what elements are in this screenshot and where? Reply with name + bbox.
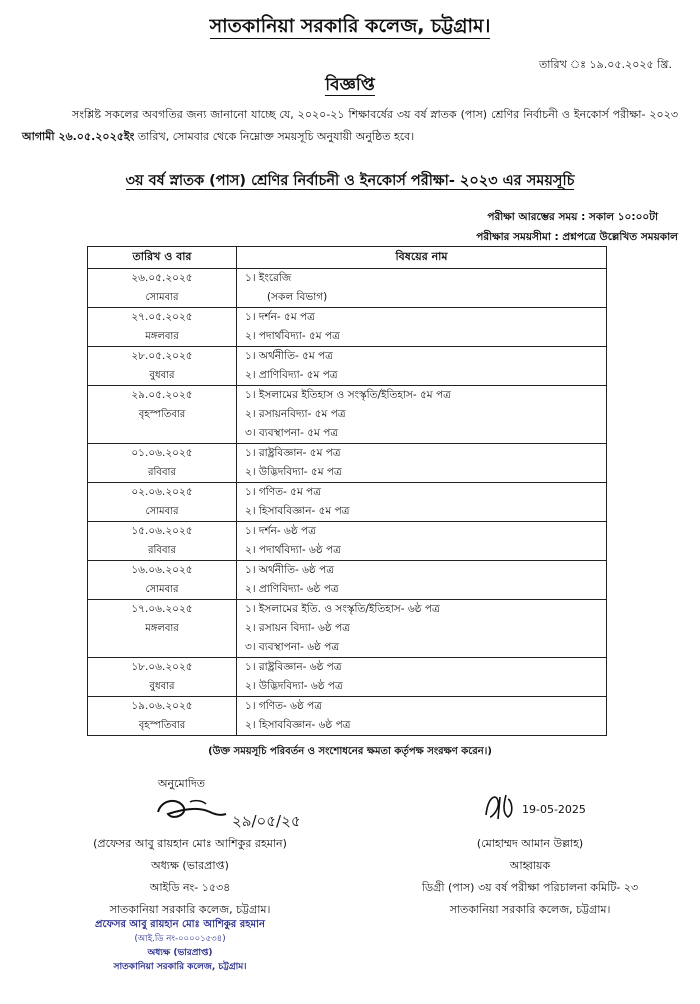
exam-subject: ২। রসায়ন বিদ্যা- ৬ষ্ঠ পত্র — [245, 622, 350, 634]
exam-subject: ১। ইসলামের ইতি. ও সংস্কৃতি/ইতিহাস- ৬ষ্ঠ পত্র — [245, 603, 440, 615]
subject-column-header: বিষয়ের নাম — [237, 247, 607, 269]
exam-subject: ১। অর্থনীতি- ৫ম পত্র — [245, 350, 333, 362]
exam-subject: ৩। ব্যবস্থাপনা- ৫ম পত্র — [245, 427, 339, 439]
exam-date: ২৮.০৫.২০২৫ — [131, 350, 193, 362]
exam-subject: ২। রসায়নবিদ্যা- ৫ম পত্র — [245, 408, 346, 420]
convener-signature — [478, 787, 648, 827]
schedule-row — [88, 522, 607, 561]
exam-subject: ২। পদার্থবিদ্যা- ৫ম পত্র — [245, 330, 340, 342]
schedule-subject-cell — [237, 386, 607, 444]
exam-subject: (সকল বিভাগ) — [267, 291, 328, 303]
exam-day: মঙ্গলবার — [145, 331, 179, 342]
exam-date: ১৭.০৬.২০২৫ — [131, 603, 193, 615]
convener-committee: ডিগ্রী (পাস) ৩য় বর্ষ পরীক্ষা পরিচালনা কমিটি- ২৩ — [421, 881, 639, 894]
exam-day: বৃহস্পতিবার — [138, 720, 186, 731]
schedule-subject-cell — [237, 483, 607, 522]
schedule-row — [88, 347, 607, 386]
exam-day: সোমবার — [145, 292, 179, 303]
exam-date: ০১.০৬.২০২৫ — [131, 447, 193, 459]
schedule-subject-cell — [237, 561, 607, 600]
schedule-date-cell — [88, 269, 237, 308]
principal-institution: সাতকানিয়া সরকারি কলেজ, চট্টগ্রাম। — [109, 903, 271, 916]
approved-label: অনুমোদিত — [158, 777, 205, 790]
exam-day: রবিবার — [148, 545, 176, 556]
exam-date: ১৬.০৬.২০২৫ — [131, 564, 193, 576]
convener-block — [380, 833, 680, 921]
notice-date: তারিখ ঃ ১৯.০৫.২০২৫ খ্রি. — [538, 58, 672, 71]
schedule-row — [88, 561, 607, 600]
schedule-subject-cell — [237, 444, 607, 483]
college-title: সাতকানিয়া সরকারি কলেজ, চট্টগ্রাম। — [209, 15, 491, 37]
exam-date: ২৬.০৫.২০২৫ — [131, 272, 193, 284]
date-column-header: তারিখ ও বার — [88, 247, 237, 269]
schedule-date-cell — [88, 347, 237, 386]
exam-day: মঙ্গলবার — [145, 623, 179, 634]
exam-start-time: পরীক্ষা আরম্ভের সময় : সকাল ১০:০০টা — [487, 211, 658, 223]
principal-id: আইডি নং- ১৫৩৪ — [149, 881, 231, 894]
schedule-date-cell — [88, 600, 237, 658]
exam-subject: ১। গণিত- ৬ষ্ঠ পত্র — [245, 700, 322, 712]
exam-date: ২৯.০৫.২০২৫ — [131, 389, 193, 401]
exam-day: বুধবার — [149, 681, 175, 692]
schedule-subject-cell — [237, 522, 607, 561]
schedule-row — [88, 308, 607, 347]
schedule-date-cell — [88, 386, 237, 444]
stamp-id: (আই.ডি নং-০০০০১৫৩৪) — [134, 934, 226, 944]
principal-title: অধ্যক্ষ (ভারপ্রাপ্ত) — [151, 859, 229, 872]
exam-subject: ২। উদ্ভিদবিদ্যা- ৬ষ্ঠ পত্র — [245, 680, 343, 692]
exam-date: ০২.০৬.২০২৫ — [131, 486, 193, 498]
exam-subject: ২। প্রাণিবিদ্যা- ৬ষ্ঠ পত্র — [245, 583, 339, 595]
schedule-subject-cell — [237, 600, 607, 658]
exam-day: রবিবার — [148, 467, 176, 478]
schedule-row — [88, 658, 607, 697]
convener-name: (মোহাম্মদ আমান উল্লাহ) — [476, 837, 584, 850]
principal-signature-date: ২৯/০৫/২৫ — [232, 812, 301, 830]
schedule-subject-cell — [237, 269, 607, 308]
exam-subject: ২। প্রাণিবিদ্যা- ৫ম পত্র — [245, 369, 338, 381]
schedule-date-cell — [88, 483, 237, 522]
stamp-name: প্রফেসর আবু রায়হান মোঃ আশিকুর রহমান — [95, 919, 265, 930]
exam-day: বুধবার — [149, 370, 175, 381]
schedule-row — [88, 697, 607, 736]
exam-date: ১৯.০৬.২০২৫ — [131, 700, 193, 712]
schedule-footnote: (উক্ত সময়সূচি পরিবর্তন ও সংশোধনের ক্ষমতা কর্তৃপক্ষ সংরক্ষণ করেন।) — [208, 746, 492, 757]
exam-duration: পরীক্ষার সময়সীমা : প্রশ্নপত্রে উল্লেখিত সময়কাল — [476, 231, 678, 243]
principal-name: (প্রফেসর আবু রায়হান মোঃ আশিকুর রহমান) — [93, 837, 287, 850]
stamp-institution: সাতকানিয়া সরকারি কলেজ, চট্টগ্রাম। — [113, 962, 247, 972]
exam-day: বৃহস্পতিবার — [138, 409, 186, 420]
official-stamp — [80, 918, 280, 974]
schedule-row — [88, 600, 607, 658]
principal-block — [40, 833, 340, 921]
stamp-title: অধ্যক্ষ (ভারপ্রাপ্ত) — [147, 948, 213, 958]
exam-subject: ১। ইসলামের ইতিহাস ও সংস্কৃতি/ইতিহাস- ৫ম পত্র — [245, 389, 451, 401]
exam-day: সোমবার — [145, 584, 179, 595]
convener-title: আহ্বায়ক — [509, 859, 551, 872]
schedule-date-cell — [88, 308, 237, 347]
exam-subject: ১। রাষ্ট্রবিজ্ঞান- ৬ষ্ঠ পত্র — [245, 661, 342, 673]
exam-subject: ২। হিসাববিজ্ঞান- ৫ম পত্র — [245, 505, 350, 517]
exam-subject: ২। পদার্থবিদ্যা- ৬ষ্ঠ পত্র — [245, 544, 341, 556]
schedule-date-cell — [88, 561, 237, 600]
schedule-date-cell — [88, 697, 237, 736]
schedule-subject-cell — [237, 347, 607, 386]
exam-subject: ১। দর্শন- ৫ম পত্র — [245, 311, 315, 323]
exam-subject: ২। হিসাববিজ্ঞান- ৬ষ্ঠ পত্র — [245, 719, 351, 731]
principal-signature — [150, 790, 340, 835]
schedule-subject-cell — [237, 308, 607, 347]
exam-date: ১৫.০৬.২০২৫ — [131, 525, 193, 537]
notice-body: সংশ্লিষ্ট সকলের অবগতির জন্য জানানো যাচ্ছে যে, ২০২০-২১ শিক্ষাবর্ষের ৩য় বর্ষ স্নাতক (পাস) শ্রেণির নির্বাচনী ও ইনকোর্স পরীক্ষা- ২০২৩ আগামী ২৬.০৫.২০২৫ইং তারিখ, সোমবার থেকে নিম্নোক্ত সময়সূচি অনুযায়ী অনুষ্ঠিত হবে। — [22, 108, 678, 143]
exam-subject: ১। ইংরেজি — [245, 272, 292, 284]
schedule-row — [88, 269, 607, 308]
schedule-row — [88, 386, 607, 444]
schedule-subject-cell — [237, 697, 607, 736]
table-header-row — [88, 247, 607, 269]
schedule-subject-cell — [237, 658, 607, 697]
schedule-date-cell — [88, 522, 237, 561]
exam-subject: ২। উদ্ভিদবিদ্যা- ৫ম পত্র — [245, 466, 342, 478]
schedule-row — [88, 483, 607, 522]
exam-date: ১৮.০৬.২০২৫ — [131, 661, 193, 673]
exam-subject: ৩। ব্যবস্থাপনা- ৬ষ্ঠ পত্র — [245, 641, 340, 653]
schedule-row — [88, 444, 607, 483]
exam-date: ২৭.০৫.২০২৫ — [131, 311, 193, 323]
exam-subject: ১। গণিত- ৫ম পত্র — [245, 486, 321, 498]
convener-institution: সাতকানিয়া সরকারি কলেজ, চট্টগ্রাম। — [449, 903, 611, 916]
schedule-title: ৩য় বর্ষ স্নাতক (পাস) শ্রেণির নির্বাচনী ও ইনকোর্স পরীক্ষা- ২০২৩ এর সময়সূচি — [125, 173, 575, 189]
exam-subject: ১। রাষ্ট্রবিজ্ঞান- ৫ম পত্র — [245, 447, 341, 459]
exam-day: সোমবার — [145, 506, 179, 517]
convener-signature-date: 19-05-2025 — [522, 803, 586, 816]
exam-subject: ১। অর্থনীতি- ৬ষ্ঠ পত্র — [245, 564, 334, 576]
schedule-date-cell — [88, 444, 237, 483]
schedule-date-cell — [88, 658, 237, 697]
exam-subject: ১। দর্শন- ৬ষ্ঠ পত্র — [245, 525, 316, 537]
notice-heading: বিজ্ঞপ্তি — [325, 75, 375, 95]
exam-schedule-table — [87, 246, 607, 736]
